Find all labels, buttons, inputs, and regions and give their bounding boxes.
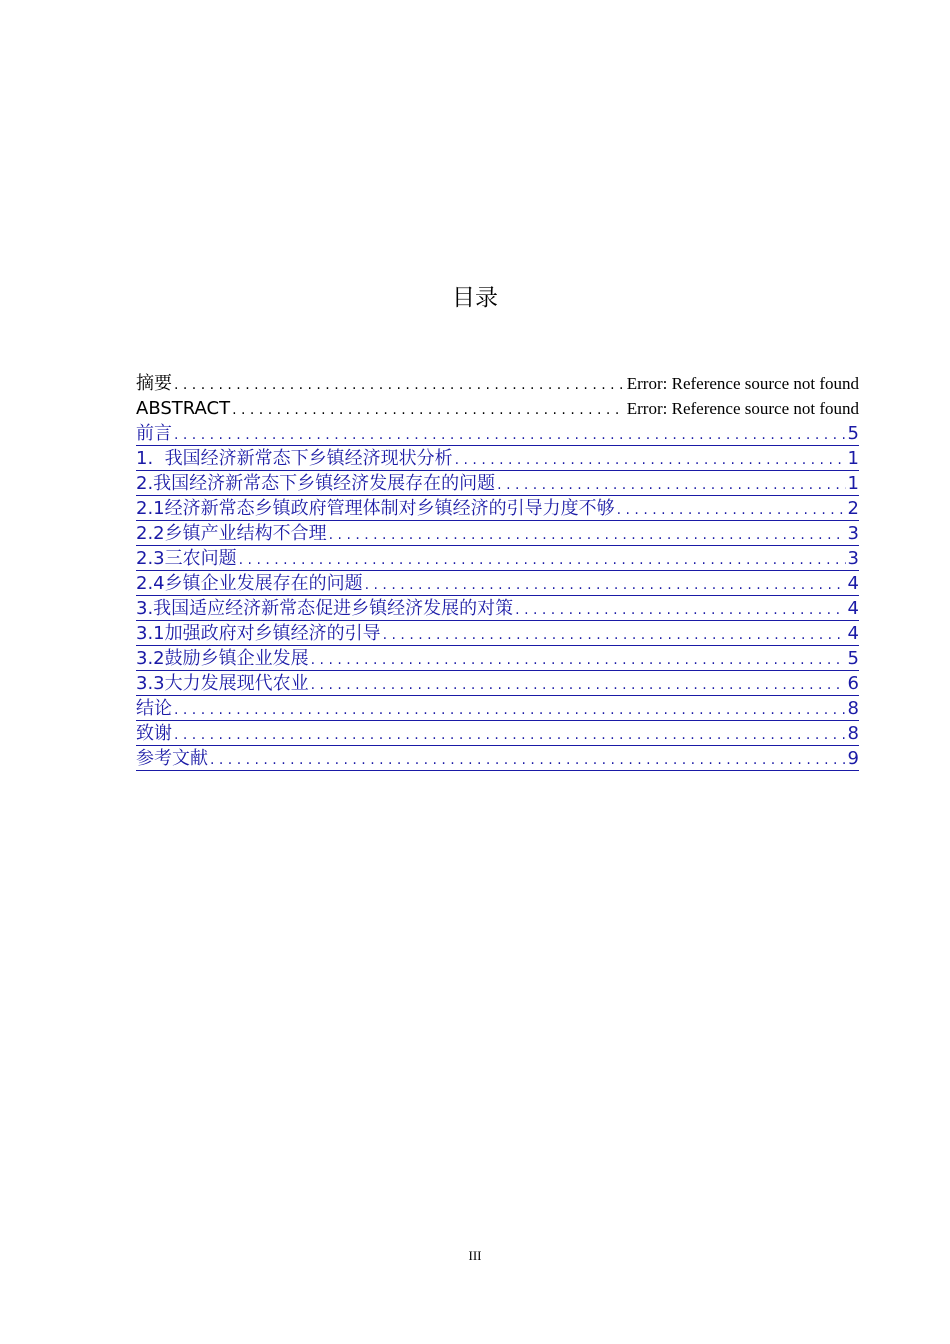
toc-entry-page: 5 [847,648,859,669]
toc-entry-page: 1 [847,473,859,494]
toc-entry-label: 3.2鼓励乡镇企业发展 [136,648,309,669]
toc-entry-label: 3.1加强政府对乡镇经济的引导 [136,623,381,644]
toc-leader-dots [174,723,846,746]
toc-entry-label: 3.我国适应经济新常态促进乡镇经济发展的对策 [136,598,514,619]
toc-leader-dots [383,623,846,646]
toc-leader-dots [210,748,846,771]
toc-entry-label: 1. 我国经济新常态下乡镇经济现状分析 [136,448,453,469]
toc-entry-abstract-en [136,396,859,421]
toc-entry-label: 2.我国经济新常态下乡镇经济发展存在的问题 [136,473,496,494]
toc-entry-section-2-2[interactable] [136,521,859,546]
toc-entry-section-2-1[interactable] [136,496,859,521]
toc-entry-label: 3.3大力发展现代农业 [136,673,309,694]
toc-entry-page: 1 [847,448,859,469]
toc-leader-dots [174,698,846,721]
toc-entry-section-3-3[interactable] [136,671,859,696]
toc-entry-page: 3 [847,523,859,544]
toc-entry-conclusion[interactable] [136,696,859,721]
toc-entry-abstract-cn [136,371,859,396]
toc-entry-label: 参考文献 [136,748,208,769]
toc-entry-page: 4 [847,623,859,644]
page-number: III [468,1248,482,1263]
toc-entry-label: 2.2乡镇产业结构不合理 [136,523,327,544]
toc-leader-dots [515,598,845,621]
toc-leader-dots [365,573,846,596]
toc-entry-page: Error: Reference source not found [626,374,859,393]
toc-entry-label: 结论 [136,698,172,719]
toc-entry-label: ABSTRACT [136,398,231,419]
toc-entry-page: 4 [847,573,859,594]
toc-entry-section-3[interactable] [136,596,859,621]
toc-leader-dots [239,548,846,571]
toc-entry-section-3-1[interactable] [136,621,859,646]
toc-leader-dots [617,498,846,521]
toc-leader-dots [497,473,845,496]
toc-entry-page: 9 [847,748,859,769]
toc-entry-label: 致谢 [136,723,172,744]
toc-entry-page: 5 [847,423,859,444]
toc-entry-acknowledgements[interactable] [136,721,859,746]
toc-entry-label: 2.4乡镇企业发展存在的问题 [136,573,363,594]
page-title: 目录 [452,285,498,311]
toc-leader-dots [174,423,846,446]
toc-entry-page: 3 [847,548,859,569]
toc-leader-dots [174,373,625,396]
toc-entry-section-2[interactable] [136,471,859,496]
toc-entry-page: 8 [847,723,859,744]
toc-entry-page: 2 [847,498,859,519]
toc-entry-section-3-2[interactable] [136,646,859,671]
toc-entry-page: 8 [847,698,859,719]
toc-leader-dots [455,448,846,471]
toc-leader-dots [232,398,625,421]
toc-leader-dots [329,523,846,546]
toc-leader-dots [311,673,846,696]
toc-entry-page: 4 [847,598,859,619]
toc-entry-section-2-3[interactable] [136,546,859,571]
toc-leader-dots [311,648,846,671]
toc-entry-page: Error: Reference source not found [626,399,859,418]
toc-entry-section-2-4[interactable] [136,571,859,596]
toc-entry-label: 前言 [136,423,172,444]
toc-entry-references[interactable] [136,746,859,771]
toc-entry-label: 2.1经济新常态乡镇政府管理体制对乡镇经济的引导力度不够 [136,498,615,519]
toc-entry-label: 2.3三农问题 [136,548,237,569]
toc-entry-section-1[interactable] [136,446,859,471]
toc-entry-preface[interactable] [136,421,859,446]
table-of-contents [136,371,859,771]
toc-entry-label: 摘要 [136,373,172,394]
toc-entry-page: 6 [847,673,859,694]
